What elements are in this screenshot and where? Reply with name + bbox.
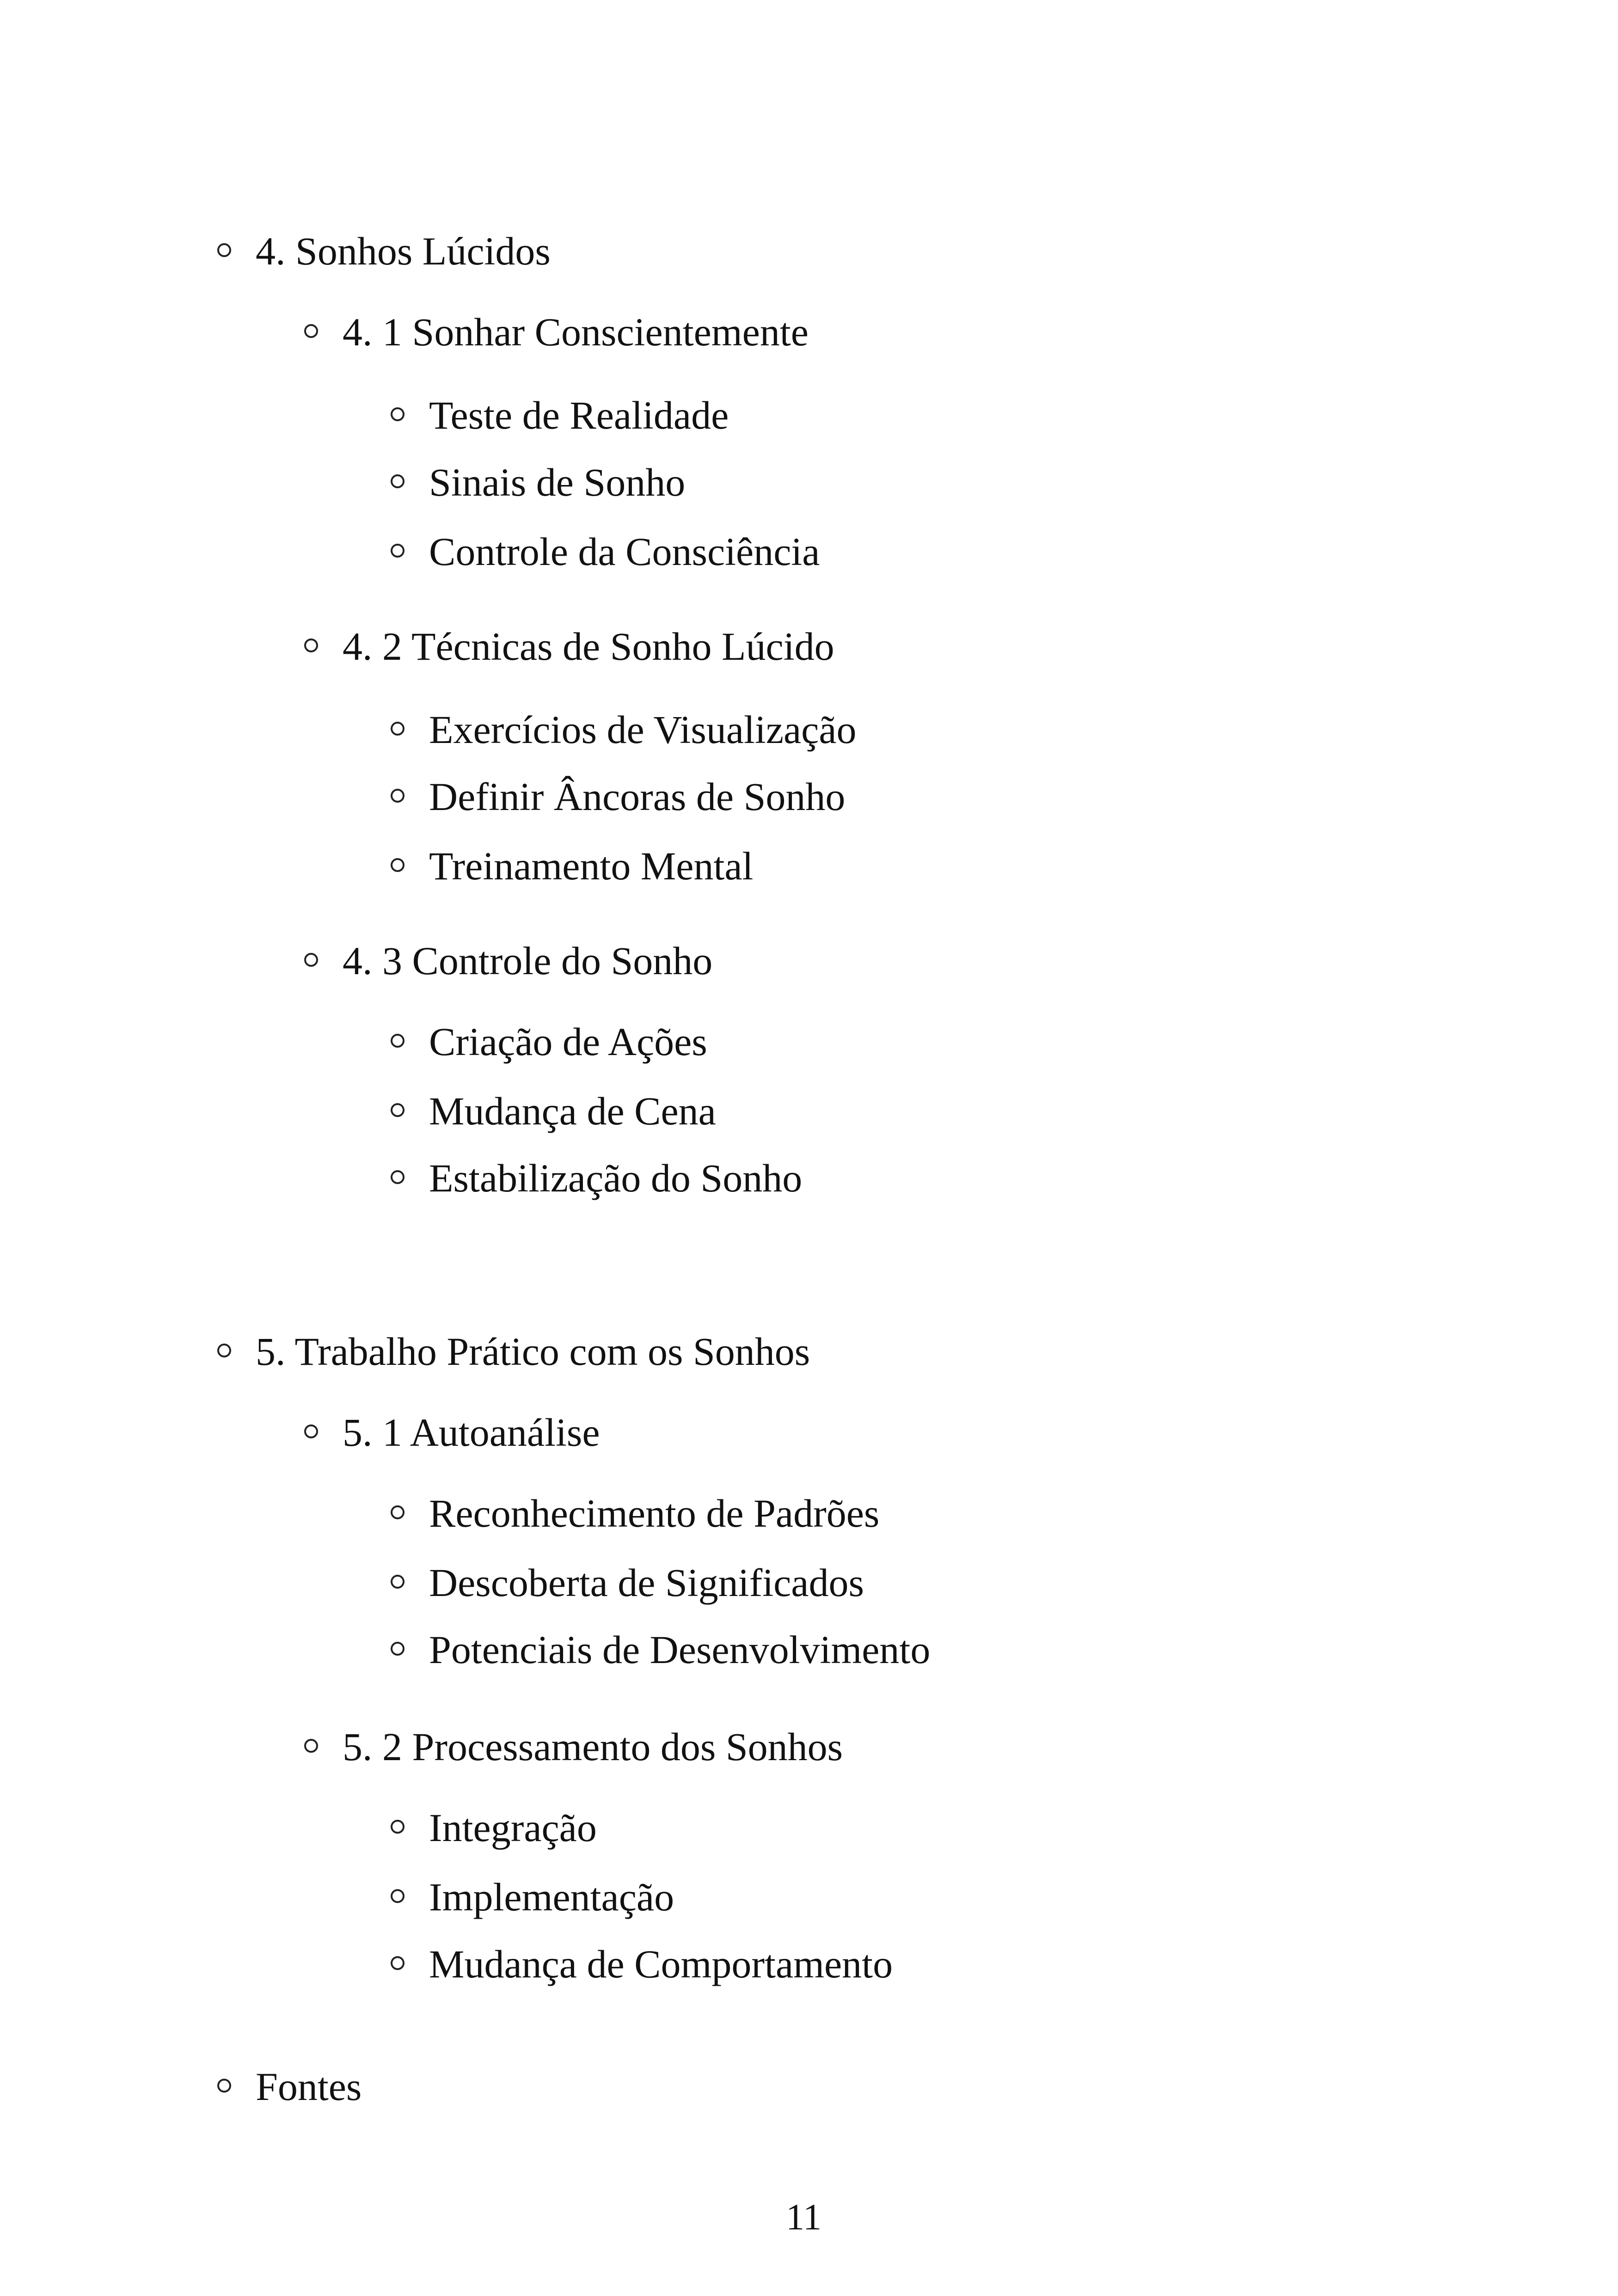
hollow-circle-bullet-icon: [391, 1505, 404, 1519]
list-item-label: Estabilização do Sonho: [429, 1156, 803, 1200]
list-item-label: Definir Âncoras de Sonho: [429, 774, 846, 819]
hollow-circle-bullet-icon: [217, 243, 231, 257]
hollow-circle-bullet-icon: [391, 1103, 404, 1117]
hollow-circle-bullet-icon: [391, 1956, 404, 1970]
list-item-label: Sinais de Sonho: [429, 460, 686, 504]
subsection-title: 5. 2 Processamento dos Sonhos: [343, 1725, 843, 1769]
hollow-circle-bullet-icon: [391, 1889, 404, 1903]
subsection-title: 5. 1 Autoanálise: [343, 1410, 600, 1455]
list-item-label: Mudança de Cena: [429, 1089, 716, 1133]
sources-title: Fontes: [256, 2064, 362, 2109]
hollow-circle-bullet-icon: [217, 1344, 231, 1357]
hollow-circle-bullet-icon: [304, 1424, 318, 1438]
hollow-circle-bullet-icon: [304, 638, 318, 652]
list-item-label: Controle da Consciência: [429, 529, 820, 574]
list-item-label: Treinamento Mental: [429, 844, 754, 888]
hollow-circle-bullet-icon: [391, 1642, 404, 1656]
list-item-label: Teste de Realidade: [429, 393, 729, 437]
list-item-label: Descoberta de Significados: [429, 1560, 864, 1605]
list-item-label: Criação de Ações: [429, 1019, 707, 1064]
subsection-title: 4. 1 Sonhar Conscientemente: [343, 310, 809, 354]
section-title: 4. Sonhos Lúcidos: [256, 229, 551, 273]
list-item-label: Reconhecimento de Padrões: [429, 1491, 880, 1535]
hollow-circle-bullet-icon: [217, 2079, 231, 2093]
hollow-circle-bullet-icon: [391, 722, 404, 736]
hollow-circle-bullet-icon: [304, 1739, 318, 1753]
hollow-circle-bullet-icon: [391, 1034, 404, 1048]
hollow-circle-bullet-icon: [391, 407, 404, 421]
hollow-circle-bullet-icon: [391, 789, 404, 803]
hollow-circle-bullet-icon: [391, 1170, 404, 1184]
subsection-title: 4. 3 Controle do Sonho: [343, 939, 713, 983]
list-item-label: Potenciais de Desenvolvimento: [429, 1627, 931, 1672]
hollow-circle-bullet-icon: [304, 953, 318, 967]
subsection-title: 4. 2 Técnicas de Sonho Lúcido: [343, 624, 834, 669]
hollow-circle-bullet-icon: [391, 1820, 404, 1834]
hollow-circle-bullet-icon: [304, 324, 318, 338]
list-item-label: Implementação: [429, 1875, 674, 1919]
list-item-label: Integração: [429, 1805, 597, 1850]
hollow-circle-bullet-icon: [391, 858, 404, 872]
list-item-label: Mudança de Comportamento: [429, 1942, 893, 1986]
section-title: 5. Trabalho Prático com os Sonhos: [256, 1329, 810, 1374]
page-number: 11: [786, 2197, 822, 2238]
list-item-label: Exercícios de Visualização: [429, 707, 857, 752]
hollow-circle-bullet-icon: [391, 1575, 404, 1589]
hollow-circle-bullet-icon: [391, 544, 404, 558]
hollow-circle-bullet-icon: [391, 474, 404, 488]
